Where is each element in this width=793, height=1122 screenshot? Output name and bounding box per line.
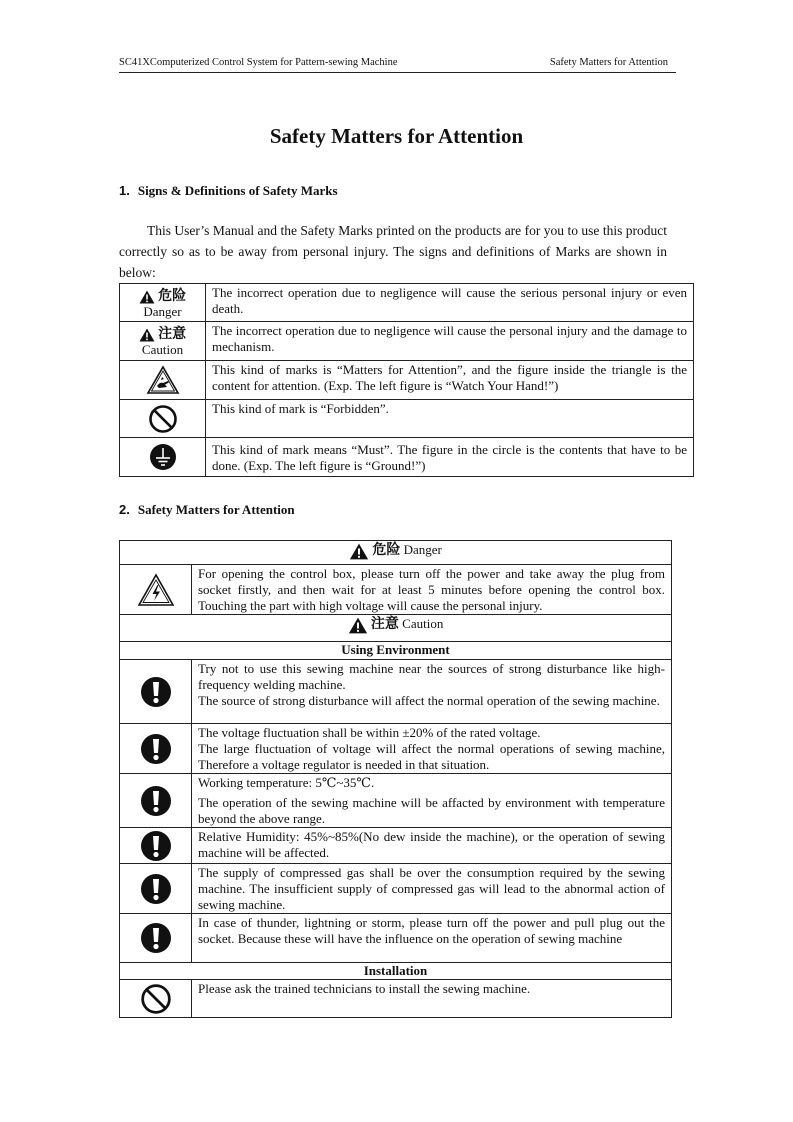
text-line: The voltage fluctuation shall be within ±20% of the rated voltage. [198,725,541,740]
must-cell [120,914,192,963]
exclamation-icon [140,873,172,905]
environment-text [192,914,672,963]
exclamation-icon [140,830,172,862]
caution-en-label: Caution [141,342,184,357]
environment-text [192,864,672,914]
ground-icon [149,443,177,471]
danger-header-en: Danger [403,542,442,557]
table-row [120,774,672,828]
table-row [120,660,672,724]
electric-shock-cell [120,565,192,615]
mark-cell-attention [120,361,206,400]
table-row [120,642,672,660]
mark-cell-must [120,438,206,477]
section-2-heading [119,502,295,518]
danger-text: For opening the control box, please turn off the power and take away the plug from socket firstly, and then wait for at least 5 minutes before opening the control box. Touching the part with high voltage will cause the personal injury. [192,565,672,615]
warning-triangle-icon [139,290,155,304]
caution-header [120,615,672,642]
header-right: Safety Matters for Attention [549,57,668,68]
table-row [120,541,672,565]
table-row [120,615,672,642]
mark-description: The incorrect operation due to negligence will cause the personal injury and the damage to mechanism. [206,322,694,361]
table-row [120,724,672,774]
forbidden-cell [120,980,192,1018]
mark-description: This kind of marks is “Matters for Attention”, and the figure inside the triangle is the content for attention. (Exp. The left figure is “Watch Your Hand!”) [206,361,694,400]
danger-en-label: Danger [143,303,182,319]
table-row [120,828,672,864]
text-line: The source of strong disturbance will affect the normal operation of the sewing machine. [198,693,660,708]
mark-cell-danger [120,284,206,322]
environment-text [192,660,672,724]
watch-your-hand-icon [146,365,180,395]
installation-header: Installation [120,963,672,980]
text-line: The large fluctuation of voltage will affect the normal operations of sewing machine, Therefore a voltage regulator is needed in that situation. [198,741,665,772]
using-environment-header: Using Environment [120,642,672,660]
text-line: Working temperature: 5℃~35℃. [198,775,375,790]
header-left: SC41XComputerized Control System for Pattern-sewing Machine [119,57,398,68]
danger-header [120,541,672,565]
exclamation-icon [140,922,172,954]
environment-text [192,828,672,864]
section-1-heading [119,183,338,199]
must-cell [120,660,192,724]
intro-text: This User’s Manual and the Safety Marks printed on the products are for you to use this product correctly so as to be away from personal injury. The signs and definitions of Marks are shown in below: [119,223,667,280]
exclamation-icon [140,676,172,708]
warning-triangle-icon [139,328,155,342]
exclamation-icon [140,785,172,817]
section-2-title: Safety Matters for Attention [137,502,295,517]
page-header [119,56,676,73]
warning-triangle-icon [348,617,368,634]
text-line: The operation of the sewing machine will be affacted by environment with temperature beyond the above range. [198,795,665,826]
mark-cell-forbidden [120,400,206,438]
mark-cell-caution [120,322,206,361]
section-1-intro [119,220,667,283]
mark-description: This kind of mark is “Forbidden”. [206,400,694,438]
text-line: In case of thunder, lightning or storm, please turn off the power and pull plug out the socket. Because these will have the influence on the operation of sewing machine [198,915,665,946]
section-2-number: 2. [119,502,130,517]
table-row [120,438,694,477]
warning-triangle-icon [349,543,369,560]
electric-shock-icon [137,573,175,607]
mark-description: This kind of mark means “Must”. The figure in the circle is the contents that have to be done. (Exp. The left figure is “Ground!”) [206,438,694,477]
section-1-number: 1. [119,183,130,198]
exclamation-icon [140,733,172,765]
table-row [120,565,672,615]
text-line: The supply of compressed gas shall be over the consumption required by the sewing machine. The insufficient supply of compressed gas will lead to the abnormal action of sewing machine. [198,865,665,912]
danger-cn-label: 危险 [158,287,187,304]
page-title: Safety Matters for Attention [269,124,524,148]
table-row [120,864,672,914]
danger-header-cn: 危险 [372,542,401,558]
table-row [120,322,694,361]
table-row [120,400,694,438]
environment-text [192,774,672,828]
caution-cn-label: 注意 [158,326,187,342]
table-row [120,914,672,963]
forbidden-icon [140,983,172,1015]
table-row [120,361,694,400]
text-line: Relative Humidity: 45%~85%(No dew inside the machine), or the operation of sewing machine will be affected. [198,829,665,860]
section-1-title: Signs & Definitions of Safety Marks [137,183,338,198]
safety-table [119,540,672,1018]
caution-header-cn: 注意 [370,616,399,632]
environment-text [192,724,672,774]
table-row [120,284,694,322]
marks-table [119,283,694,477]
must-cell [120,774,192,828]
mark-description: The incorrect operation due to negligence will cause the serious personal injury or even death. [206,284,694,322]
forbidden-icon [148,404,178,434]
table-row [120,963,672,980]
text-line: Try not to use this sewing machine near the sources of strong disturbance like high-frequency welding machine. [198,661,665,692]
caution-header-en: Caution [402,616,444,631]
must-cell [120,864,192,914]
installation-text: Please ask the trained technicians to install the sewing machine. [192,980,672,1018]
must-cell [120,724,192,774]
must-cell [120,828,192,864]
table-row [120,980,672,1018]
